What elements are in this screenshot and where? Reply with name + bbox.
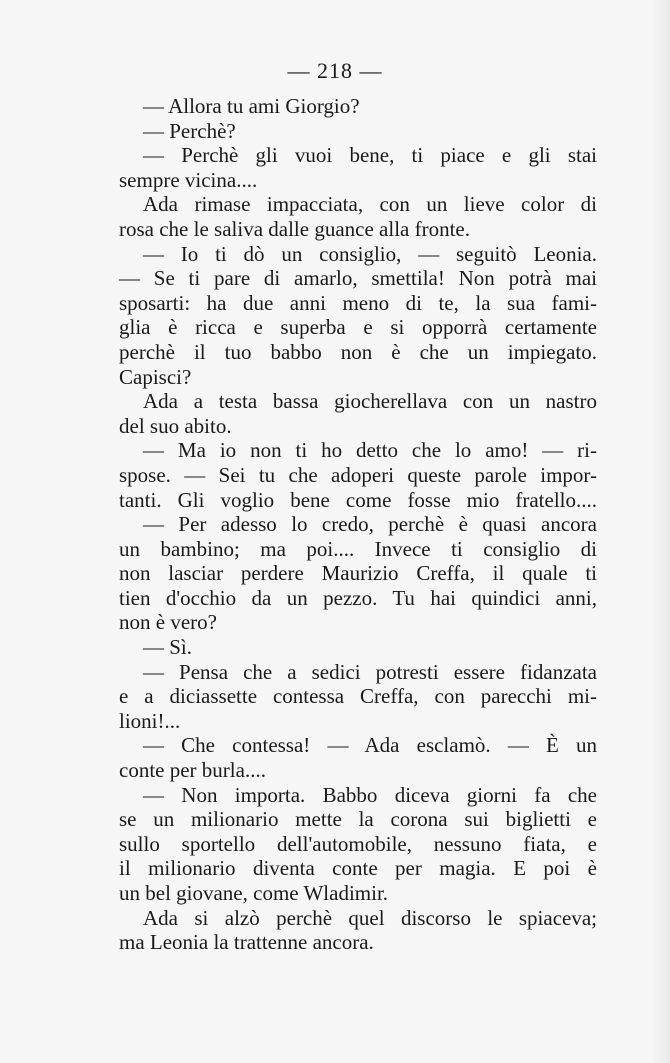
text-line: perchè il tuo babbo non è che un impiegato. <box>119 339 597 364</box>
text-line: spose. — Sei tu che adoperi queste parole impor- <box>119 462 597 487</box>
body-text <box>119 94 597 955</box>
text-line: se un milionario mette la corona sui biglietti e <box>119 807 597 832</box>
text-line: Ada si alzò perchè quel discorso le spiaceva; <box>143 905 597 930</box>
text-line: del suo abito. <box>119 413 232 438</box>
text-line: sempre vicina.... <box>119 167 258 192</box>
text-line: non lasciar perdere Maurizio Creffa, il quale ti <box>119 561 597 586</box>
text-line: glia è ricca e superba e si opporrà certamente <box>119 315 597 340</box>
text-line: e a diciassette contessa Creffa, con parecchi mi- <box>119 684 597 709</box>
text-line: — Se ti pare di amarlo, smettila! Non potrà mai <box>119 266 597 291</box>
text-line: sullo sportello dell'automobile, nessuno fiata, e <box>119 831 597 856</box>
text-line: lioni!... <box>119 708 181 733</box>
text-line: un bambino; ma poi.... Invece ti consiglio di <box>119 536 597 561</box>
text-line: Ada a testa bassa giocherellava con un nastro <box>143 389 597 414</box>
text-line: non è vero? <box>119 610 217 635</box>
text-line: Ada rimase impacciata, con un lieve color di <box>143 192 597 217</box>
text-line: Capisci? <box>119 364 192 389</box>
text-line: — Che contessa! — Ada esclamò. — È un <box>143 733 597 758</box>
page-number: — 218 — <box>287 58 383 83</box>
text-line: — Sì. <box>143 635 193 660</box>
text-line: tanti. Gli voglio bene come fosse mio fratello.... <box>119 487 597 512</box>
text-line: ma Leonia la trattenne ancora. <box>119 930 374 955</box>
text-line: rosa che le saliva dalle guance alla fronte. <box>119 216 470 241</box>
text-line: un bel giovane, come Wladimir. <box>119 881 389 905</box>
text-line: — Per adesso lo credo, perchè è quasi ancora <box>143 512 597 537</box>
text-line: — Io ti dò un consiglio, — seguitò Leonia. <box>143 241 597 266</box>
text-line: conte per burla.... <box>119 758 266 783</box>
text-line: sposarti: ha due anni meno di te, la sua fami- <box>119 290 597 315</box>
text-line: tien d'occhio da un pezzo. Tu hai quindici anni, <box>119 585 597 610</box>
text-line: — Non importa. Babbo diceva giorni fa che <box>143 782 597 807</box>
text-line: — Pensa che a sedici potresti essere fidanzata <box>143 659 597 684</box>
page-edge-shadow <box>652 0 670 1063</box>
text-line: — Ma io non ti ho detto che lo amo! — ri- <box>143 438 597 463</box>
text-line: — Perchè? <box>143 118 236 143</box>
text-line: — Allora tu ami Giorgio? <box>143 94 360 118</box>
text-line: — Perchè gli vuoi bene, ti piace e gli stai <box>143 143 597 168</box>
text-line: il milionario diventa conte per magia. E poi è <box>119 856 597 881</box>
